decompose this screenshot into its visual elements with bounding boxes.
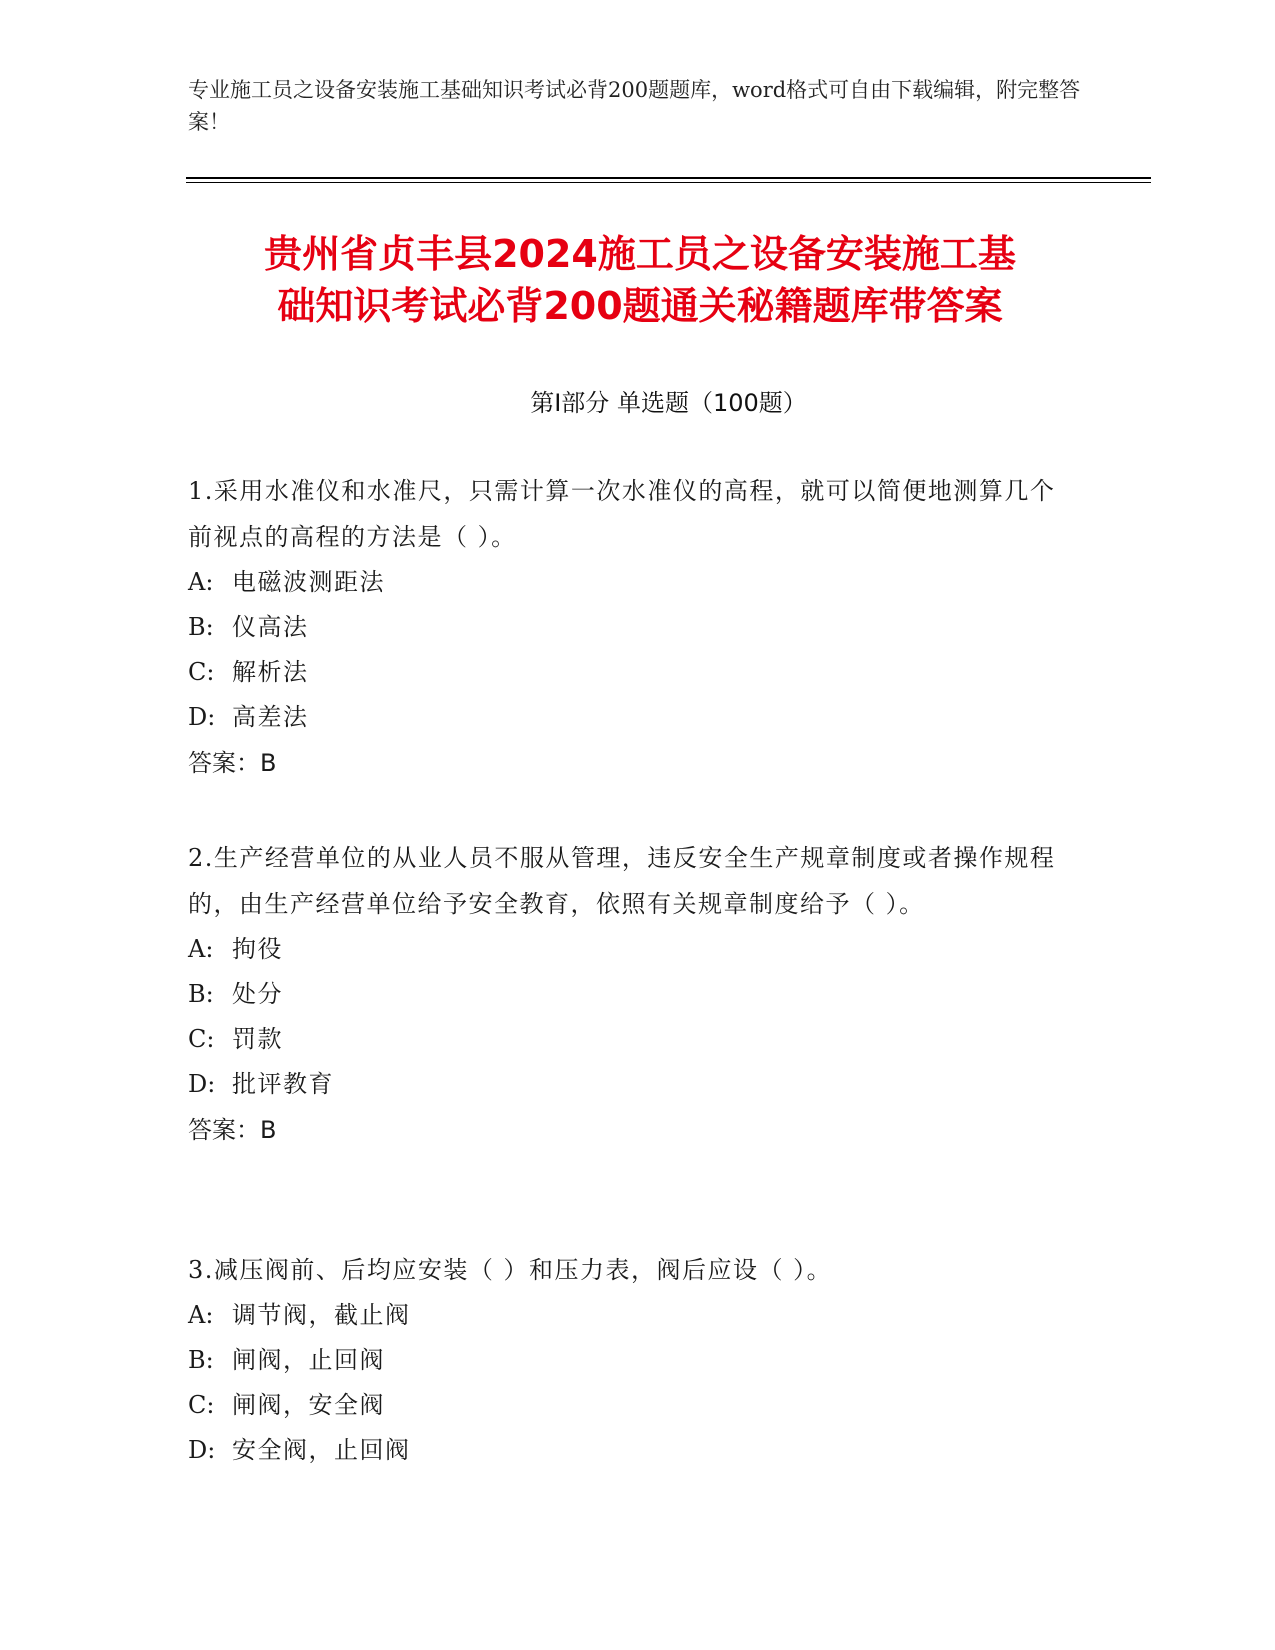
option-key: A: [188, 1301, 214, 1329]
option-value: 闸阀，安全阀 [232, 1391, 385, 1419]
header-divider-thin [186, 182, 1151, 183]
option-d [188, 1428, 1068, 1473]
option-key: D: [188, 1436, 216, 1464]
option-key: D: [188, 1070, 216, 1098]
option-key: B: [188, 1346, 214, 1374]
option-a [188, 560, 1068, 605]
answer: 答案：B [188, 1116, 277, 1144]
option-key: C: [188, 658, 215, 686]
option-value: 罚款 [232, 1025, 283, 1053]
option-d [188, 1062, 1068, 1107]
question-1 [188, 468, 1068, 786]
question-2 [188, 835, 1068, 1153]
option-value: 调节阀，截止阀 [232, 1301, 411, 1329]
option-value: 高差法 [232, 703, 309, 731]
document-title-line2: 础知识考试必背200题通关秘籍题库带答案 [277, 284, 1003, 328]
option-a [188, 1293, 1068, 1338]
option-value: 处分 [232, 980, 283, 1008]
option-c [188, 1017, 1068, 1062]
document-title [120, 228, 1160, 332]
option-c [188, 1383, 1068, 1428]
question-text: 3.减压阀前、后均应安装（ ）和压力表，阀后应设（ ）。 [188, 1256, 833, 1284]
header-divider-thick [186, 177, 1151, 179]
option-key: A: [188, 935, 214, 963]
option-d [188, 695, 1068, 740]
option-value: 安全阀，止回阀 [232, 1436, 411, 1464]
option-value: 闸阀，止回阀 [232, 1346, 385, 1374]
option-key: D: [188, 703, 216, 731]
option-c [188, 650, 1068, 695]
option-value: 拘役 [232, 935, 283, 963]
header-note: 专业施工员之设备安装施工基础知识考试必背200题题库，word格式可自由下载编辑，附完整答案！ [188, 78, 1081, 134]
question-3 [188, 1247, 1068, 1473]
option-key: B: [188, 613, 214, 641]
option-b [188, 1338, 1068, 1383]
option-value: 解析法 [232, 658, 309, 686]
question-text: 2.生产经营单位的从业人员不服从管理，违反安全生产规章制度或者操作规程的，由生产经营单位给予安全教育，依照有关规章制度给予（ ）。 [188, 844, 1056, 918]
option-key: A: [188, 568, 214, 596]
option-b [188, 972, 1068, 1017]
option-key: C: [188, 1025, 215, 1053]
answer: 答案：B [188, 749, 277, 777]
option-value: 批评教育 [232, 1070, 334, 1098]
option-a [188, 927, 1068, 972]
question-text: 1.采用水准仪和水准尺，只需计算一次水准仪的高程，就可以简便地测算几个前视点的高程的方法是（ ）。 [188, 477, 1056, 551]
option-b [188, 605, 1068, 650]
section-title: 第Ⅰ部分 单选题（100题） [530, 389, 807, 417]
option-key: C: [188, 1391, 215, 1419]
document-title-line1: 贵州省贞丰县2024施工员之设备安装施工基 [264, 232, 1016, 276]
option-value: 仪高法 [232, 613, 309, 641]
option-key: B: [188, 980, 214, 1008]
option-value: 电磁波测距法 [232, 568, 385, 596]
